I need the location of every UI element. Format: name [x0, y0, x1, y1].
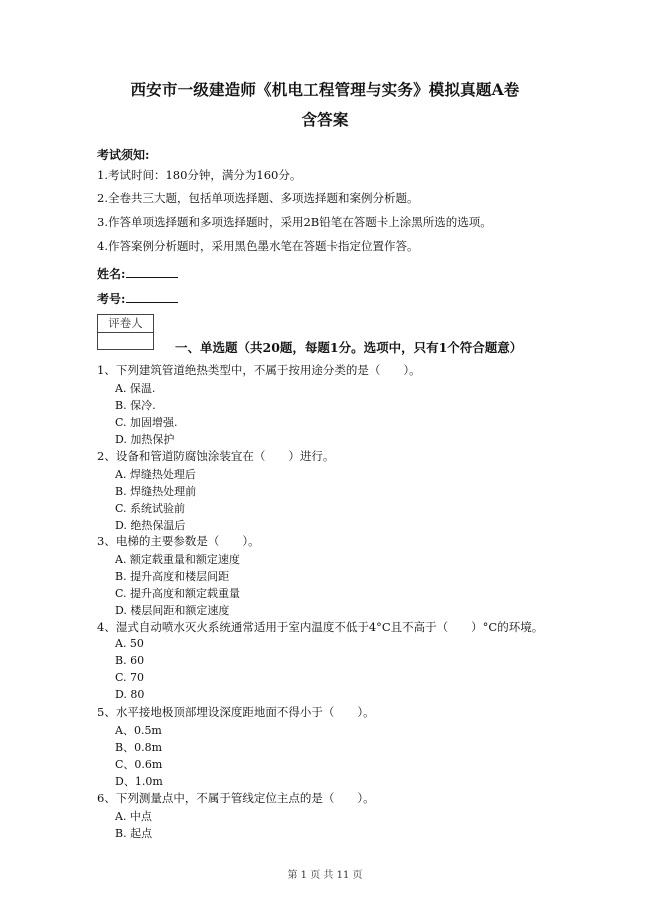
- question-option: B. 提升高度和楼层间距: [115, 570, 230, 583]
- notice-heading: 考试须知:: [97, 148, 150, 162]
- question-option: A. 焊缝热处理后: [115, 468, 196, 481]
- question-option: A、0.5m: [115, 724, 162, 737]
- question-option: C. 系统试验前: [115, 502, 186, 515]
- grader-label: 评卷人: [98, 315, 153, 333]
- question-stem: 1、下列建筑管道绝热类型中，不属于按用途分类的是（ ）。: [97, 363, 421, 377]
- question-option: A. 保温.: [115, 382, 156, 395]
- question-option: A. 额定载重量和额定速度: [115, 553, 240, 566]
- notice-item: 1.考试时间：180分钟，满分为160分。: [97, 168, 302, 182]
- question-option: B. 60: [115, 654, 145, 667]
- question-option: B. 起点: [115, 827, 153, 840]
- question-option: C. 70: [115, 671, 145, 684]
- section-heading: 一、单选题（共20题，每题1分。选项中，只有1个符合题意）: [175, 340, 523, 355]
- name-label: 姓名:: [97, 267, 126, 281]
- name-field: [97, 265, 178, 282]
- question-option: C. 提升高度和额定载重量: [115, 587, 241, 600]
- question-option: D、1.0m: [115, 775, 163, 788]
- question-stem: 6、下列测量点中，不属于管线定位主点的是（ ）。: [97, 791, 375, 805]
- exam-number-blank: [126, 290, 178, 303]
- question-option: C. 加固增强.: [115, 416, 178, 429]
- grader-box: [97, 314, 154, 350]
- question-stem: 2、设备和管道防腐蚀涂装宜在（ ）进行。: [97, 449, 335, 463]
- exam-number-field: [97, 290, 178, 307]
- question-option: B. 焊缝热处理前: [115, 485, 197, 498]
- question-option: D. 绝热保温后: [115, 519, 186, 532]
- page-subtitle: 含答案: [301, 110, 349, 129]
- name-blank: [126, 265, 178, 278]
- notice-item: 2.全卷共三大题，包括单项选择题、多项选择题和案例分析题。: [97, 191, 419, 205]
- question-option: C、0.6m: [115, 758, 163, 771]
- exam-number-label: 考号:: [97, 292, 126, 306]
- page-footer: 第 1 页 共 11 页: [287, 870, 363, 881]
- question-option: D. 80: [115, 688, 145, 701]
- question-stem: 4、湿式自动喷水灭火系统通常适用于室内温度不低于4°C且不高于（ ）°C的环境。: [97, 620, 544, 634]
- question-option: A. 50: [115, 637, 144, 650]
- question-option: B. 保冷.: [115, 399, 156, 412]
- question-stem: 3、电梯的主要参数是（ ）。: [97, 534, 260, 548]
- page-title: 西安市一级建造师《机电工程管理与实务》模拟真题A卷: [130, 80, 520, 99]
- question-stem: 5、水平接地极顶部埋设深度距地面不得小于（ ）。: [97, 705, 375, 719]
- notice-item: 3.作答单项选择题和多项选择题时，采用2B铅笔在答题卡上涂黑所选的选项。: [97, 215, 492, 229]
- notice-item: 4.作答案例分析题时，采用黑色墨水笔在答题卡指定位置作答。: [97, 239, 419, 253]
- question-option: A. 中点: [115, 810, 152, 823]
- question-option: B、0.8m: [115, 741, 163, 754]
- question-option: D. 楼层间距和额定速度: [115, 604, 230, 617]
- question-option: D. 加热保护: [115, 433, 175, 446]
